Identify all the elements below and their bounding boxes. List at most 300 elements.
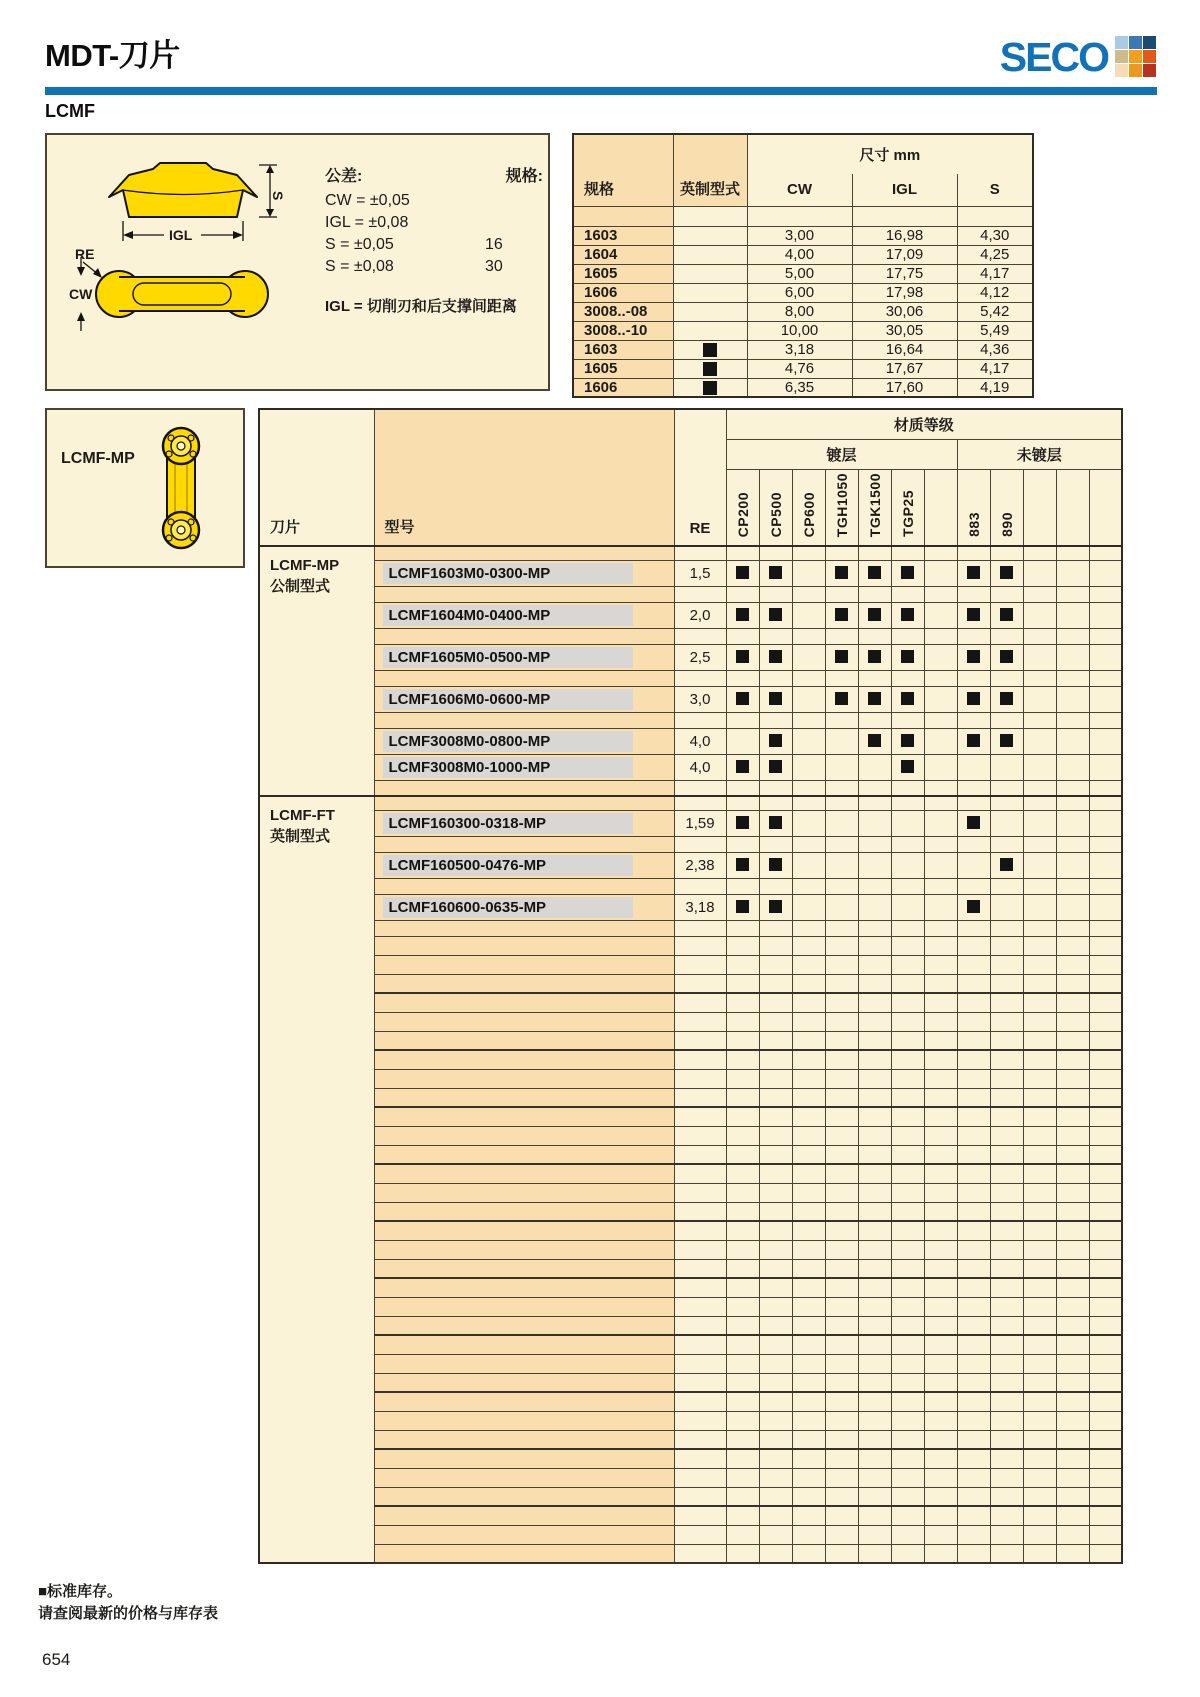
model-cell xyxy=(374,728,674,754)
dim-table-row xyxy=(573,226,1033,245)
col-header-re: RE xyxy=(674,409,726,546)
grade-table-spacer-row xyxy=(259,546,1122,560)
grade-mark-cell xyxy=(1056,1354,1089,1373)
grade-mark-cell xyxy=(957,754,990,780)
grade-mark-cell xyxy=(1056,955,1089,974)
grade-mark-cell xyxy=(1056,796,1089,810)
grade-mark-cell xyxy=(1056,754,1089,780)
grade-mark-cell xyxy=(1089,686,1122,712)
grade-col-cp200: CP200 xyxy=(726,469,759,546)
grade-mark-cell xyxy=(759,1126,792,1145)
grade-mark-cell xyxy=(1089,936,1122,955)
grade-mark-cell xyxy=(990,628,1023,644)
insert-box-label: LCMF-MP xyxy=(61,450,135,467)
stock-square xyxy=(736,692,749,705)
grade-col-tgp25: TGP25 xyxy=(891,469,924,546)
re-cell xyxy=(674,1278,726,1297)
grade-mark-cell xyxy=(1023,1069,1056,1088)
re-cell: 1,5 xyxy=(674,560,726,586)
grade-table xyxy=(258,408,1123,1564)
grade-mark-cell xyxy=(924,810,957,836)
grade-table-spacer-row xyxy=(259,1468,1122,1487)
grade-mark-cell xyxy=(759,993,792,1012)
grade-mark-cell xyxy=(990,1468,1023,1487)
grade-mark-cell xyxy=(759,1183,792,1202)
grade-mark-cell xyxy=(825,1240,858,1259)
grade-mark-cell xyxy=(990,686,1023,712)
grade-mark-cell xyxy=(957,780,990,796)
model-cell xyxy=(374,1544,674,1563)
grade-mark-cell xyxy=(891,836,924,852)
re-cell xyxy=(674,546,726,560)
grade-mark-cell xyxy=(726,1259,759,1278)
logo-square-4 xyxy=(1129,50,1142,63)
model-cell xyxy=(374,1240,674,1259)
grade-mark-cell xyxy=(1056,560,1089,586)
grade-mark-cell xyxy=(891,878,924,894)
grade-mark-cell xyxy=(1056,1506,1089,1525)
grade-mark-cell xyxy=(1089,955,1122,974)
grade-mark-cell xyxy=(726,836,759,852)
grade-mark-cell xyxy=(990,1069,1023,1088)
grade-mark-cell xyxy=(891,1278,924,1297)
grade-mark-cell xyxy=(858,1430,891,1449)
grade-mark-cell xyxy=(957,1430,990,1449)
grade-mark-cell xyxy=(957,1468,990,1487)
grade-mark-cell xyxy=(1056,1278,1089,1297)
imperial-mark-cell xyxy=(673,283,747,302)
re-cell: 4,0 xyxy=(674,728,726,754)
re-cell xyxy=(674,1430,726,1449)
grade-mark-cell xyxy=(1056,628,1089,644)
model-cell xyxy=(374,1126,674,1145)
re-cell: 2,0 xyxy=(674,602,726,628)
grade-mark-cell xyxy=(759,712,792,728)
tolerance-lines xyxy=(325,190,543,278)
grade-mark-cell xyxy=(1023,644,1056,670)
grade-mark-cell xyxy=(1089,712,1122,728)
insert-photo-drawing xyxy=(47,410,243,566)
model-cell xyxy=(374,1145,674,1164)
grade-mark-cell xyxy=(759,1088,792,1107)
grade-mark-cell xyxy=(1089,1335,1122,1354)
grade-mark-cell xyxy=(759,686,792,712)
grade-mark-cell xyxy=(858,686,891,712)
grade-mark-cell xyxy=(1089,644,1122,670)
grade-mark-cell xyxy=(726,1050,759,1069)
stock-square xyxy=(736,816,749,829)
re-cell xyxy=(674,1107,726,1126)
stock-square xyxy=(868,650,881,663)
grade-mark-cell xyxy=(990,1107,1023,1126)
grade-mark-cell xyxy=(957,1525,990,1544)
grade-mark-cell xyxy=(924,1145,957,1164)
dim-col-dims-group: 尺寸 mm xyxy=(747,134,1033,174)
grade-mark-cell xyxy=(825,670,858,686)
grade-mark-cell xyxy=(759,1202,792,1221)
grade-mark-cell xyxy=(957,728,990,754)
grade-mark-cell xyxy=(990,955,1023,974)
grade-mark-cell xyxy=(1056,1164,1089,1183)
grade-mark-cell xyxy=(891,1088,924,1107)
grade-mark-cell xyxy=(1056,1525,1089,1544)
grade-mark-cell xyxy=(759,1487,792,1506)
grade-col-empty xyxy=(1056,469,1089,546)
model-cell xyxy=(374,836,674,852)
grade-mark-cell xyxy=(891,728,924,754)
igl-cell: 17,60 xyxy=(852,378,957,397)
cw-cell: 10,00 xyxy=(747,321,852,340)
grade-mark-cell xyxy=(825,1012,858,1031)
grade-mark-cell xyxy=(990,1449,1023,1468)
grade-mark-cell xyxy=(957,1354,990,1373)
re-cell xyxy=(674,1316,726,1335)
grade-mark-cell xyxy=(891,1335,924,1354)
grade-mark-cell xyxy=(1056,974,1089,993)
grade-mark-cell xyxy=(858,1259,891,1278)
grade-mark-cell xyxy=(924,1411,957,1430)
model-cell xyxy=(374,1373,674,1392)
igl-note: IGL = 切削刃和后支撑间距离 xyxy=(325,298,517,315)
grade-mark-cell xyxy=(858,560,891,586)
grade-mark-cell xyxy=(957,712,990,728)
spec-cell: 1606 xyxy=(573,378,673,397)
col-header-model: 型号 xyxy=(374,409,674,546)
re-cell xyxy=(674,1164,726,1183)
grade-mark-cell xyxy=(726,878,759,894)
model-cell xyxy=(374,894,674,920)
grade-mark-cell xyxy=(759,780,792,796)
model-cell xyxy=(374,1449,674,1468)
grade-mark-cell xyxy=(990,728,1023,754)
grade-mark-cell xyxy=(891,1259,924,1278)
grade-mark-cell xyxy=(957,878,990,894)
grade-mark-cell xyxy=(891,1183,924,1202)
stock-square xyxy=(769,608,782,621)
model-cell xyxy=(374,1050,674,1069)
grade-mark-cell xyxy=(924,1468,957,1487)
stock-square xyxy=(901,692,914,705)
grade-mark-cell xyxy=(924,796,957,810)
grade-mark-cell xyxy=(957,936,990,955)
grade-mark-cell xyxy=(1023,796,1056,810)
grade-mark-cell xyxy=(957,686,990,712)
grade-table-spacer-row xyxy=(259,1430,1122,1449)
grade-table-row xyxy=(259,602,1122,628)
grade-table-row xyxy=(259,852,1122,878)
model-cell xyxy=(374,1411,674,1430)
grade-mark-cell xyxy=(726,560,759,586)
model-cell xyxy=(374,1088,674,1107)
grade-mark-cell xyxy=(1056,993,1089,1012)
grade-mark-cell xyxy=(990,1278,1023,1297)
grade-mark-cell xyxy=(858,1373,891,1392)
grade-mark-cell xyxy=(957,1259,990,1278)
re-cell xyxy=(674,1373,726,1392)
grade-mark-cell xyxy=(726,955,759,974)
grade-mark-cell xyxy=(990,780,1023,796)
grade-table-spacer-row xyxy=(259,1297,1122,1316)
grade-mark-cell xyxy=(1056,1050,1089,1069)
grade-mark-cell xyxy=(759,1259,792,1278)
grade-mark-cell xyxy=(726,1316,759,1335)
grade-mark-cell xyxy=(1056,1487,1089,1506)
grade-mark-cell xyxy=(792,955,825,974)
grade-mark-cell xyxy=(858,1050,891,1069)
grade-mark-cell xyxy=(792,852,825,878)
stock-square xyxy=(769,858,782,871)
grade-mark-cell xyxy=(726,754,759,780)
model-cell xyxy=(374,1525,674,1544)
grade-mark-cell xyxy=(825,1430,858,1449)
grade-mark-cell xyxy=(1056,1126,1089,1145)
grade-mark-cell xyxy=(891,686,924,712)
grade-mark-cell xyxy=(726,1487,759,1506)
re-cell xyxy=(674,1487,726,1506)
grade-mark-cell xyxy=(924,1487,957,1506)
grade-mark-cell xyxy=(792,1240,825,1259)
grade-mark-cell xyxy=(1089,1069,1122,1088)
s-cell: 4,25 xyxy=(957,245,1033,264)
grade-mark-cell xyxy=(1056,1031,1089,1050)
grade-mark-cell xyxy=(1089,1525,1122,1544)
insert-side-view xyxy=(109,163,257,217)
seco-logo-text: SECO xyxy=(999,33,1108,80)
grade-mark-cell xyxy=(924,754,957,780)
re-cell xyxy=(674,993,726,1012)
grade-mark-cell xyxy=(990,974,1023,993)
grade-mark-cell xyxy=(1056,1430,1089,1449)
grade-mark-cell xyxy=(1023,1335,1056,1354)
grade-col-empty xyxy=(1089,469,1122,546)
grade-mark-cell xyxy=(825,1544,858,1563)
grade-mark-cell xyxy=(924,1050,957,1069)
grade-mark-cell xyxy=(924,1335,957,1354)
grade-mark-cell xyxy=(858,1297,891,1316)
grade-mark-cell xyxy=(825,1525,858,1544)
grade-mark-cell xyxy=(726,1012,759,1031)
s-cell xyxy=(957,206,1033,226)
grade-table-spacer-row xyxy=(259,1411,1122,1430)
grade-mark-cell xyxy=(990,602,1023,628)
re-cell xyxy=(674,670,726,686)
grade-mark-cell xyxy=(1056,1297,1089,1316)
grade-table-spacer-row xyxy=(259,1069,1122,1088)
grade-mark-cell xyxy=(825,955,858,974)
grade-mark-cell xyxy=(792,836,825,852)
cw-cell: 4,00 xyxy=(747,245,852,264)
tolerance-line: S = ±0,08 30 xyxy=(325,258,503,275)
model-number: LCMF1605M0-0500-MP xyxy=(383,647,633,668)
grade-mark-cell xyxy=(1023,670,1056,686)
blade-type-cell xyxy=(259,796,374,1563)
grade-mark-cell xyxy=(924,1259,957,1278)
model-cell xyxy=(374,628,674,644)
model-cell xyxy=(374,1297,674,1316)
grade-mark-cell xyxy=(1089,1411,1122,1430)
grade-mark-cell xyxy=(792,1183,825,1202)
stock-square xyxy=(769,692,782,705)
grade-table-body xyxy=(259,546,1122,1563)
grade-mark-cell xyxy=(759,644,792,670)
dim-table-row xyxy=(573,340,1033,359)
grade-mark-cell xyxy=(792,686,825,712)
grade-table-spacer-row xyxy=(259,1544,1122,1563)
grade-mark-cell xyxy=(990,1430,1023,1449)
grade-mark-cell xyxy=(825,602,858,628)
grade-table-spacer-row xyxy=(259,1221,1122,1240)
grade-mark-cell xyxy=(1089,878,1122,894)
grade-mark-cell xyxy=(792,1544,825,1563)
grade-mark-cell xyxy=(792,1354,825,1373)
grade-mark-cell xyxy=(1023,1506,1056,1525)
model-cell xyxy=(374,560,674,586)
grade-mark-cell xyxy=(1056,728,1089,754)
grade-mark-cell xyxy=(858,1031,891,1050)
stock-square xyxy=(967,566,980,579)
grade-mark-cell xyxy=(825,878,858,894)
grade-table-spacer-row xyxy=(259,955,1122,974)
grade-mark-cell xyxy=(891,560,924,586)
grade-mark-cell xyxy=(990,1544,1023,1563)
grade-mark-cell xyxy=(1089,1373,1122,1392)
grade-mark-cell xyxy=(990,1506,1023,1525)
grade-mark-cell xyxy=(990,670,1023,686)
cw-cell xyxy=(747,206,852,226)
grade-table-spacer-row xyxy=(259,836,1122,852)
grade-mark-cell xyxy=(1089,1487,1122,1506)
grade-mark-cell xyxy=(891,894,924,920)
grade-mark-cell xyxy=(1089,1107,1122,1126)
grade-mark-cell xyxy=(924,878,957,894)
grade-mark-cell xyxy=(858,1145,891,1164)
grade-mark-cell xyxy=(1089,754,1122,780)
grade-mark-cell xyxy=(792,878,825,894)
grade-mark-cell xyxy=(858,1126,891,1145)
grade-mark-cell xyxy=(924,560,957,586)
stock-square xyxy=(769,816,782,829)
grade-mark-cell xyxy=(990,878,1023,894)
grade-mark-cell xyxy=(759,894,792,920)
grade-mark-cell xyxy=(825,754,858,780)
grade-mark-cell xyxy=(792,670,825,686)
grade-mark-cell xyxy=(891,1126,924,1145)
grade-mark-cell xyxy=(924,974,957,993)
grade-mark-cell xyxy=(792,894,825,920)
grade-mark-cell xyxy=(726,1088,759,1107)
grade-mark-cell xyxy=(726,1392,759,1411)
grade-mark-cell xyxy=(1089,1259,1122,1278)
model-cell xyxy=(374,1202,674,1221)
grade-mark-cell xyxy=(957,1297,990,1316)
grade-mark-cell xyxy=(858,1202,891,1221)
grade-mark-cell xyxy=(990,712,1023,728)
grade-mark-cell xyxy=(759,1069,792,1088)
grade-mark-cell xyxy=(726,936,759,955)
grade-mark-cell xyxy=(924,686,957,712)
grade-mark-cell xyxy=(858,1449,891,1468)
spec-cell: 3008..-08 xyxy=(573,302,673,321)
grade-mark-cell xyxy=(957,852,990,878)
stock-square xyxy=(769,566,782,579)
grade-mark-cell xyxy=(792,1487,825,1506)
grade-mark-cell xyxy=(858,628,891,644)
s-cell: 4,36 xyxy=(957,340,1033,359)
grade-mark-cell xyxy=(924,1202,957,1221)
grade-col-890: 890 xyxy=(990,469,1023,546)
grade-mark-cell xyxy=(726,686,759,712)
grade-mark-cell xyxy=(1023,602,1056,628)
grade-mark-cell xyxy=(858,878,891,894)
grade-mark-cell xyxy=(957,1221,990,1240)
grade-mark-cell xyxy=(858,1164,891,1183)
grade-mark-cell xyxy=(726,1525,759,1544)
grade-mark-cell xyxy=(759,546,792,560)
stock-square xyxy=(967,692,980,705)
grade-mark-cell xyxy=(957,836,990,852)
grade-mark-cell xyxy=(990,1012,1023,1031)
grade-mark-cell xyxy=(1056,670,1089,686)
grade-mark-cell xyxy=(924,1012,957,1031)
grade-mark-cell xyxy=(1089,1050,1122,1069)
grade-mark-cell xyxy=(1023,974,1056,993)
grade-mark-cell xyxy=(924,894,957,920)
grade-mark-cell xyxy=(1023,780,1056,796)
dim-label-s: S xyxy=(270,191,286,201)
grade-mark-cell xyxy=(792,1031,825,1050)
grade-mark-cell xyxy=(726,1202,759,1221)
grade-mark-cell xyxy=(726,920,759,936)
grade-mark-cell xyxy=(1056,936,1089,955)
grade-mark-cell xyxy=(924,780,957,796)
spec-cell: 1604 xyxy=(573,245,673,264)
model-cell xyxy=(374,878,674,894)
grade-mark-cell xyxy=(990,1525,1023,1544)
blade-type-label: LCMF-MP xyxy=(270,557,340,574)
grade-mark-cell xyxy=(858,1107,891,1126)
grade-mark-cell xyxy=(924,1183,957,1202)
igl-cell: 17,75 xyxy=(852,264,957,283)
grade-mark-cell xyxy=(858,1278,891,1297)
grade-mark-cell xyxy=(792,1126,825,1145)
grade-mark-cell xyxy=(891,586,924,602)
grade-mark-cell xyxy=(726,1430,759,1449)
grade-mark-cell xyxy=(825,1031,858,1050)
grade-mark-cell xyxy=(726,728,759,754)
grade-mark-cell xyxy=(792,1202,825,1221)
grade-mark-cell xyxy=(1023,955,1056,974)
igl-cell: 16,64 xyxy=(852,340,957,359)
grade-mark-cell xyxy=(1089,836,1122,852)
grade-mark-cell xyxy=(990,586,1023,602)
stock-square xyxy=(967,734,980,747)
grade-mark-cell xyxy=(858,586,891,602)
model-cell xyxy=(374,936,674,955)
grade-mark-cell xyxy=(990,1392,1023,1411)
logo-square-0 xyxy=(1115,36,1128,49)
grade-mark-cell xyxy=(891,1373,924,1392)
grade-table-spacer-row xyxy=(259,1373,1122,1392)
grade-mark-cell xyxy=(924,1354,957,1373)
grade-mark-cell xyxy=(825,920,858,936)
grade-mark-cell xyxy=(1023,686,1056,712)
grade-mark-cell xyxy=(1089,1031,1122,1050)
insert-diagram-box xyxy=(45,133,550,391)
spec-cell: 1603 xyxy=(573,226,673,245)
grade-mark-cell xyxy=(957,1506,990,1525)
grade-mark-cell xyxy=(1056,1335,1089,1354)
grade-mark-cell xyxy=(759,955,792,974)
